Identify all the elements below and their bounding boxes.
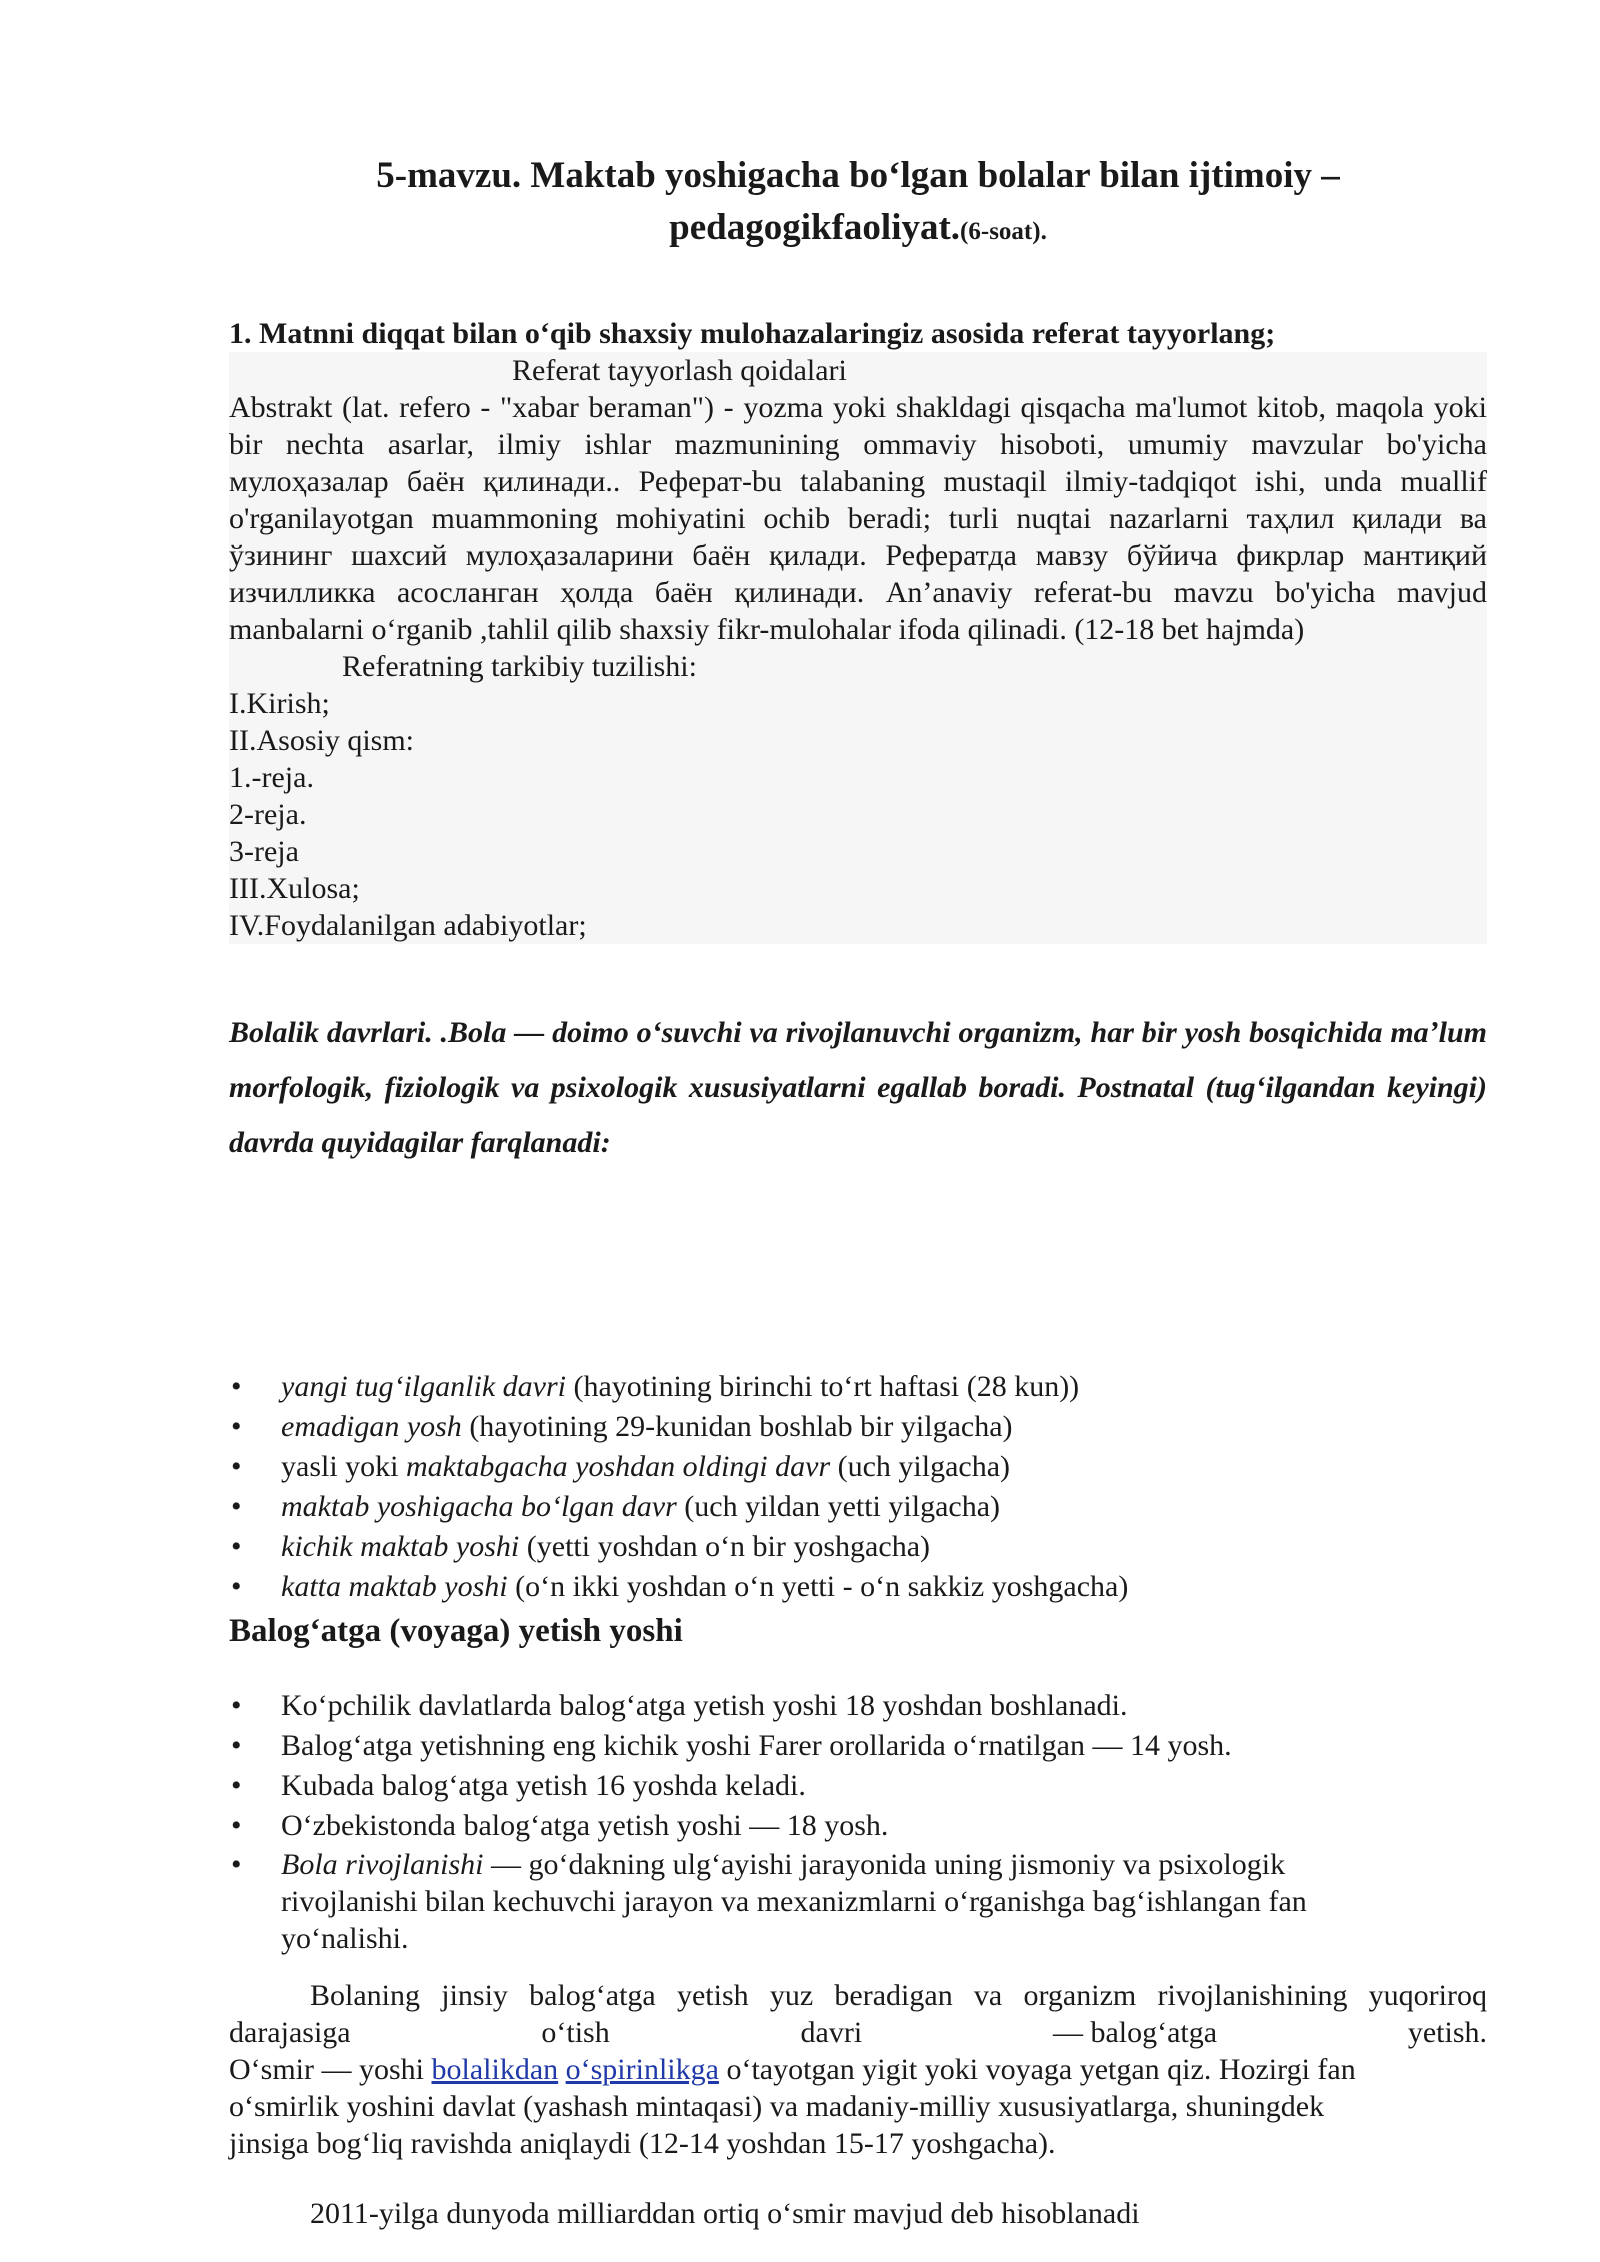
paragraph-line: jinsiga bogʻliq ravishda aniqlaydi (12-14 yoshdan 15-17 yoshgacha). [229, 2127, 1056, 2160]
bullet-icon: • [231, 1689, 242, 1722]
childhood-periods-list [229, 1367, 1487, 1607]
bullet-icon: • [231, 1848, 242, 1881]
list-item: • emadigan yosh (hayotining 29-kunidan boshlab bir yilgacha) [229, 1407, 1487, 1447]
structure-item: 3-reja [229, 835, 299, 868]
page-content [229, 150, 1487, 2230]
bullet-icon: • [231, 1570, 242, 1603]
bullet-icon: • [231, 1769, 242, 1802]
bullet-icon: • [231, 1410, 242, 1443]
referat-heading: Referat tayyorlash qoidalari [512, 354, 847, 387]
structure-item: 1.-reja. [229, 761, 314, 794]
adolescent-count-paragraph: 2011-yilga dunyoda milliarddan ortiq oʻsmir mavjud deb hisoblanadi [310, 2197, 1140, 2230]
link-bolalikdan[interactable]: bolalikdan [431, 2053, 559, 2086]
list-item: • Oʻzbekistonda balogʻatga yetish yoshi — 18 yosh. [229, 1806, 1487, 1846]
adulthood-heading: Balogʻatga (voyaga) yetish yoshi [229, 1613, 683, 1649]
childhood-periods-intro: Bolalik davrlari. .Bola — doimo oʻsuvchi va rivojlanuvchi organizm, har bir yosh bosqichida maʼlum morfologik, fiziologik va psixologik xususiyatlarni egallab boradi. Postnatal (tugʻilgandan keyingi) davrda quyidagilar farqlanadi: [229, 1016, 1487, 1159]
list-item: • Koʻpchilik davlatlarda balogʻatga yetish yoshi 18 yoshdan boshlanadi. [229, 1686, 1487, 1726]
list-item: • maktab yoshigacha boʻlgan davr (uch yildan yetti yilgacha) [229, 1487, 1487, 1527]
title-line-2: pedagogikfaoliyat. [669, 207, 961, 248]
structure-heading: Referatning tarkibiy tuzilishi: [342, 650, 697, 683]
page-title [229, 150, 1487, 258]
paragraph-line: darajasiga oʻtish davri — balogʻatga yetish. [229, 2016, 1487, 2049]
list-item: • katta maktab yoshi (oʻn ikki yoshdan oʻn yetti - oʻn sakkiz yoshgacha) [229, 1567, 1487, 1607]
structure-item: III.Xulosa; [229, 872, 360, 905]
bullet-icon: • [231, 1530, 242, 1563]
list-item: • Balogʻatga yetishning eng kichik yoshi Farer orollarida oʻrnatilgan — 14 yosh. [229, 1726, 1487, 1766]
adolescence-paragraph [229, 1977, 1487, 2162]
structure-item: I.Kirish; [229, 687, 330, 720]
paragraph-line: Oʻsmir — yoshi bolalikdan oʻspirinlikga oʻtayotgan yigit yoki voyaga yetgan qiz. Hozirgi fan [229, 2053, 1356, 2086]
bullet-icon: • [231, 1729, 242, 1762]
bullet-icon: • [231, 1809, 242, 1842]
referat-rules-block [229, 352, 1487, 944]
title-hours: (6-soat). [960, 218, 1047, 245]
structure-item: IV.Foydalanilgan adabiyotlar; [229, 909, 587, 942]
list-item: • yangi tugʻilganlik davri (hayotining birinchi toʻrt haftasi (28 kun)) [229, 1367, 1487, 1407]
adulthood-facts-list [229, 1686, 1487, 1957]
title-line-1: 5-mavzu. Maktab yoshigacha boʻlgan bolalar bilan ijtimoiy – [376, 155, 1340, 196]
list-item: • Bola rivojlanishi — goʻdakning ulgʻayishi jarayonida uning jismoniy va psixologik rivojlanishi bilan kechuvchi jarayon va mexanizmlarni oʻrganishga bagʻishlangan fan yoʻnalishi. [231, 1848, 1307, 1955]
list-item: • yasli yoki maktabgacha yoshdan oldingi davr (uch yilgacha) [229, 1447, 1487, 1487]
bullet-icon: • [231, 1450, 242, 1483]
list-item: • kichik maktab yoshi (yetti yoshdan oʻn bir yoshgacha) [229, 1527, 1487, 1567]
link-ospirinlikga[interactable]: oʻspirinlikga [565, 2053, 719, 2086]
structure-item: II.Asosiy qism: [229, 724, 415, 757]
paragraph-line: oʻsmirlik yoshini davlat (yashash mintaqasi) va madaniy-milliy xususiyatlarga, shuningdek [229, 2090, 1325, 2123]
referat-abstract: Abstrakt (lat. refero - "xabar beraman") - yozma yoki shakldagi qisqacha ma'lumot kitob, maqola yoki bir nechta asarlar, ilmiy ishlar mazmunining ommaviy hisoboti, umumiy mavzular bo'yicha мулоҳазалар баён қилинади.. Реферат-bu talabaning mustaqil ilmiy-tadqiqot ishi, unda muallif o'rganilayotgan muammoning mohiyatini ochib beradi; turli nuqtai nazarlarni таҳлил қилади ва ўзининг шахсий мулоҳазаларини баён қилади. Рефератда мавзу бўйича фикрлар мантиқий изчилликка асосланган ҳолда баён қилинади. An’anaviy referat-bu mavzu bo'yicha mavjud manbalarni oʻrganib ,tahlil qilib shaxsiy fikr-mulohalar ifoda qilinadi. (12-18 bet hajmda) [229, 391, 1487, 646]
structure-item: 2-reja. [229, 798, 307, 831]
task-instruction: 1. Matnni diqqat bilan oʻqib shaxsiy mulohazalaringiz asosida referat tayyorlang; [229, 317, 1276, 350]
list-item: • Kubada balogʻatga yetish 16 yoshda keladi. [229, 1766, 1487, 1806]
paragraph-line: Bolaning jinsiy balogʻatga yetish yuz beradigan va organizm rivojlanishining yuqoriroq [310, 1979, 1487, 2012]
bullet-icon: • [231, 1490, 242, 1523]
bullet-icon: • [231, 1370, 242, 1403]
